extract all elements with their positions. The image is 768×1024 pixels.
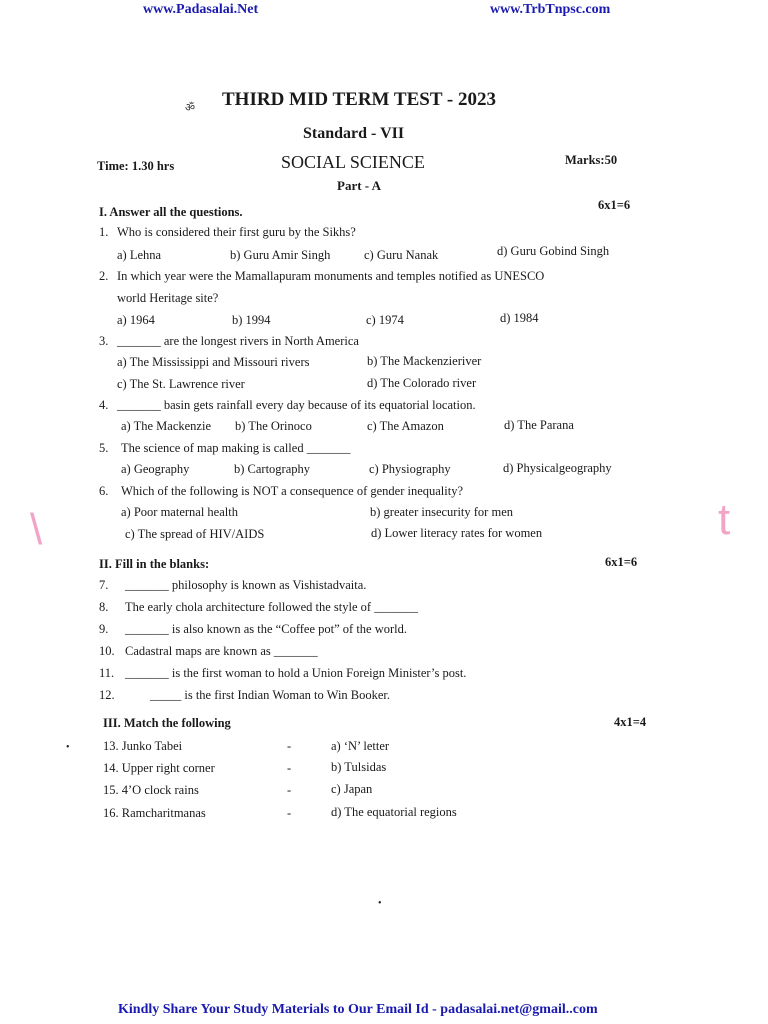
section3-heading: III. Match the following: [103, 716, 231, 730]
option-a: a) Poor maternal health: [121, 505, 238, 519]
option-b: b) The Orinoco: [235, 419, 312, 433]
time-label: Time: 1.30 hrs: [97, 159, 175, 173]
match-dash: -: [287, 761, 292, 775]
match-right: a) ‘N’ letter: [331, 739, 390, 753]
list-item-text: _______ is the first woman to hold a Union Foreign Minister’s post.: [125, 666, 467, 680]
section1-marks: 6x1=6: [598, 198, 631, 212]
option-c: c) The spread of HIV/AIDS: [125, 527, 265, 541]
section1-heading: I. Answer all the questions.: [99, 205, 243, 219]
option-d: d) The Parana: [504, 418, 574, 432]
list-item-number: 8.: [99, 600, 109, 614]
option-d: d) The Colorado river: [367, 376, 477, 390]
option-d: d) Lower literacy rates for women: [371, 526, 543, 540]
section3-marks: 4x1=4: [614, 715, 647, 729]
q-text: _______ are the longest rivers in North America: [117, 334, 359, 348]
match-left: 14. Upper right corner: [103, 761, 215, 775]
q-number: 3.: [99, 334, 109, 348]
list-item-text: _______ is also known as the “Coffee pot” of the world.: [125, 622, 408, 636]
footer-text: Kindly Share Your Study Materials to Our Email Id - padasalai.net@gmail..com: [118, 1002, 598, 1017]
q-text-continued: world Heritage site?: [117, 291, 219, 305]
list-item-text: _______ philosophy is known as Vishistadvaita.: [125, 578, 367, 592]
om-symbol-icon: ॐ: [185, 102, 196, 114]
option-b: b) greater insecurity for men: [370, 505, 513, 519]
q-number: 2.: [99, 269, 109, 283]
option-c: c) Guru Nanak: [364, 248, 439, 262]
option-b: b) 1994: [232, 313, 271, 327]
match-right: b) Tulsidas: [331, 760, 387, 774]
q-text: Which of the following is NOT a consequence of gender inequality?: [121, 484, 464, 498]
option-c: c) The St. Lawrence river: [117, 377, 245, 391]
list-item-number: 11.: [99, 666, 115, 680]
q-text: In which year were the Mamallapuram monuments and temples notified as UNESCO: [117, 269, 545, 283]
match-left: 16. Ramcharitmanas: [103, 806, 206, 820]
option-d: d) 1984: [500, 311, 539, 325]
option-a: a) The Mississippi and Missouri rivers: [117, 355, 310, 369]
section2-heading: II. Fill in the blanks:: [99, 557, 210, 571]
list-item-text: _____ is the first Indian Woman to Win Booker.: [150, 688, 391, 702]
section2-marks: 6x1=6: [605, 555, 638, 569]
list-item-text: Cadastral maps are known as _______: [125, 644, 318, 658]
list-item-number: 9.: [99, 622, 109, 636]
q-number: 4.: [99, 398, 109, 412]
q-number: 5.: [99, 441, 109, 455]
list-item-text: The early chola architecture followed the style of _______: [125, 600, 418, 614]
q-text: _______ basin gets rainfall every day because of its equatorial location.: [117, 398, 476, 412]
option-b: b) The Mackenzieriver: [367, 354, 482, 368]
header-right-link[interactable]: www.TrbTnpsc.com: [490, 2, 611, 17]
match-right: c) Japan: [331, 782, 373, 796]
marks-label: Marks:50: [565, 153, 618, 167]
stray-dot: •: [378, 898, 382, 909]
q-number: 6.: [99, 484, 109, 498]
match-dash: -: [287, 739, 292, 753]
subject-title: SOCIAL SCIENCE: [281, 152, 425, 172]
match-left: 13. Junko Tabei: [103, 739, 183, 753]
stray-dot: •: [66, 742, 70, 753]
match-dash: -: [287, 806, 292, 820]
option-a: a) Lehna: [117, 248, 162, 262]
option-a: a) Geography: [121, 462, 190, 476]
option-b: b) Cartography: [234, 462, 311, 476]
option-b: b) Guru Amir Singh: [230, 248, 331, 262]
match-dash: -: [287, 783, 292, 797]
list-item-number: 7.: [99, 578, 109, 592]
option-d: d) Physicalgeography: [503, 461, 612, 475]
list-item-number: 12.: [99, 688, 115, 702]
header-left-link[interactable]: www.Padasalai.Net: [143, 2, 259, 17]
match-right: d) The equatorial regions: [331, 805, 457, 819]
exam-title: THIRD MID TERM TEST - 2023: [222, 89, 496, 110]
option-c: c) Physiography: [369, 462, 451, 476]
q-number: 1.: [99, 225, 109, 239]
q-text: Who is considered their first guru by the Sikhs?: [117, 225, 356, 239]
match-left: 15. 4’O clock rains: [103, 783, 199, 797]
list-item-number: 10.: [99, 644, 115, 658]
option-d: d) Guru Gobind Singh: [497, 244, 610, 258]
margin-mark-right: t: [718, 495, 731, 544]
margin-mark-left: \: [30, 505, 43, 554]
standard-label: Standard - VII: [303, 125, 405, 142]
option-c: c) The Amazon: [367, 419, 444, 433]
part-label: Part - A: [337, 178, 382, 193]
option-a: a) 1964: [117, 313, 155, 327]
option-c: c) 1974: [366, 313, 404, 327]
option-a: a) The Mackenzie: [121, 419, 211, 433]
q-text: The science of map making is called _______: [121, 441, 351, 455]
